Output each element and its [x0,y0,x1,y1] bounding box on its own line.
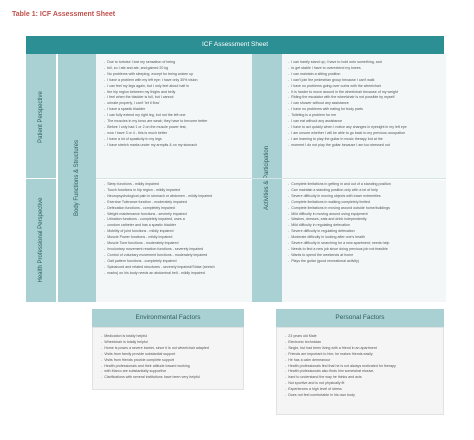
professional-activities-list [282,180,446,265]
label-patient-perspective [26,58,56,176]
list-item: - Single, but had been living with a friend in an apartment [285,346,443,352]
list-item: - Medication is totally helpful [101,334,243,340]
personal-factors-header: Personal Factors [276,309,444,327]
list-item: - I have no problems with eating for body parts [288,107,446,113]
sidebar-body-functions [58,54,96,302]
list-item: - moment I do not play the guitar because I am too stressed out [288,143,446,149]
list-item: - urinate properly, I can't 'let it flow' [104,101,252,107]
list-item: - Spinalcord and related structures - severely impaired/Striae (stretch [104,265,252,271]
list-item: - I feel when the bladder is full, but I cannot [104,95,252,101]
list-item: - Exercise Tolerance function - moderately impaired [104,200,252,206]
list-item: - Wants to spend the weekends at home [288,253,446,259]
patient-body-list [96,54,252,149]
list-item: - marks) on his body needs an abdominal belt - mildly impaired [104,271,252,277]
list-item: - Health professionals also finds him somewhat elusive, [285,369,443,375]
environmental-factors-body [92,327,244,390]
list-item: - Before I only had 1 or 2 on the muscle power test, [104,125,252,131]
list-item: - Mild difficulty in moving around using equipment [288,212,446,218]
list-item: - Sleep functions - mildly impaired [104,182,252,188]
list-item: - Friends are important to him; he makes friends easily [285,352,443,358]
panel-patient-body [96,54,252,178]
list-item: - I have stretch marks under my armpits & on my stomach [104,143,252,149]
list-item: - Severe difficulty in moving objects with lower extremities [288,194,446,200]
panel-patient-activities [282,54,446,178]
list-item: - Complete limitations in getting in and out of a standing position [288,182,446,188]
list-item: - Wheelchair is totally helpful [101,340,243,346]
environmental-list [93,328,243,381]
list-item: - Moderate difficulty in looking after one's health [288,235,446,241]
list-item: - I can fully extend my right leg, but not the left one [104,113,252,119]
list-item: - Involuntary movement reaction functions - severely impaired [104,247,252,253]
list-item: - I can hardly stand up; I have to hold onto something, and [288,60,446,66]
list-item: - I am learning to play the guitar in music therapy but at the [288,137,446,143]
row-divider [96,178,446,179]
body-functions-label: Body Functions & Structures [74,139,80,217]
panel-professional-body [96,180,252,302]
list-item: - I can't join the pedestrian group because I can't walk [288,78,446,84]
list-item: - I have a spastic bladder [104,107,252,113]
list-item: - Needs to find a new job since doing previous job not feasible [288,247,446,253]
personal-factors-body [276,327,444,415]
list-item: - The muscles in my torso are weak; they have to become better [104,119,252,125]
list-item: - now I have 3 or 4 - this is much better [104,131,252,137]
list-item: - I have to act quickly when I notice any changes in eyesight in my left eye [288,125,446,131]
list-item: - Visits from family provide substantial support [101,352,243,358]
list-item: - Washes, dresses, eats and drink independently [288,217,446,223]
icf-header: ICF Assessment Sheet [26,36,444,54]
list-item: - Complete limitations in walking completely limited [288,200,446,206]
list-item: - Muscle Power functions - mildly impaired [104,235,252,241]
list-item: - Due to tortoise I lost my sensation of being [104,60,252,66]
list-item: - Control of voluntary movement functions - moderately impaired [104,253,252,259]
table-caption: Table 1: ICF Assessment Sheet [12,11,116,18]
list-item: - I have no problems going over curbs with the wheelchair [288,84,446,90]
list-item: - Gait pattern functions - completely impaired [104,259,252,265]
list-item: - Defecation functions - completely impaired [104,206,252,212]
list-item: - It is harder to move around in the wheelchair because of my weight [288,90,446,96]
list-item: - Severe difficulty in searching for a new apartment; needs help [288,241,446,247]
list-item: - I can feel my legs again, but I only feel about half in [104,84,252,90]
environmental-factors-header: Environmental Factors [92,309,244,327]
patient-activities-list [282,54,446,149]
list-item: - Does not feel comfortable in his own body [285,393,443,399]
label-professional-perspective [26,180,56,300]
list-item: - Severe difficulty in regulating defecation [288,229,446,235]
personal-list [277,328,443,399]
patient-perspective-label: Patient Perspective [38,91,44,143]
list-item: - Complete limitations in moving around outside home/buildings [288,206,446,212]
list-item: - He has a calm demeanour [285,358,443,364]
list-item: - Health professionals find that he is not always motivated for therapy [285,364,443,370]
list-item: - No problems with sleeping, except for being woken up [104,72,252,78]
list-item: - Neuropsychological pain in stomach or abdomen - mildly impaired [104,194,252,200]
list-item: - 23 years old Male [285,334,443,340]
list-item: - the hip region between my thighs and belly [104,90,252,96]
professional-perspective-label: Health Professional Perspective [38,197,44,283]
list-item: - I am unsure whether I will be able to go back to my previous occupation [288,131,446,137]
list-item: - Muscle Tone functions - moderately impaired [104,241,252,247]
list-item: - full, so I ate and ate, and gained 20 kg [104,66,252,72]
list-item: - Can maintain a standing position only with a lot of help [288,188,446,194]
list-item: - Not sportive and is not physically fit [285,381,443,387]
list-item: - I can eat without any assistance [288,119,446,125]
list-item: - I have a lot of spasticity in my legs [104,137,252,143]
sidebar-divider [26,178,56,179]
list-item: - Electronic technician [285,340,443,346]
list-item: - Clarifications with several institutions have been very helpful [101,375,243,381]
list-item: - Home is poses a severe barrier, since it is not wheelchair adapted [101,346,243,352]
list-item: - I have a problem with my left eye: I have only 30% vision [104,78,252,84]
list-item: - Urination functions - completely impaired, uses a [104,217,252,223]
list-item: - Experiences a high level of stress [285,387,443,393]
list-item: - Touch functions in hip region - mildly impaired [104,188,252,194]
list-item: - Toileting is a problem for me [288,113,446,119]
list-item: - Health professionals and their attitude toward working [101,364,243,370]
list-item: - Plays the guitar (good recreational activity) [288,259,446,265]
list-item: - Riding the escalator with the wheelchair is not possible by myself [288,95,446,101]
list-item: - to get stable I have to overextend my knees [288,66,446,72]
list-item: - Visits from friends provide complete support [101,358,243,364]
list-item: - I can maintain a sitting position [288,72,446,78]
list-item: - Mild difficulty in regulating defecation [288,223,446,229]
list-item: - I can shower without any assistance [288,101,446,107]
list-item: - Weight maintenance functions - severely impaired [104,212,252,218]
list-item: - Mobility of joint functions - mildly impaired [104,229,252,235]
list-item: - hard to understand the way he thinks and acts [285,375,443,381]
panel-professional-activities [282,180,446,302]
professional-body-list [96,180,252,277]
list-item: - condom catheter and has a spastic bladder [104,223,252,229]
list-item: - with Marco are substantially supportive [101,369,243,375]
